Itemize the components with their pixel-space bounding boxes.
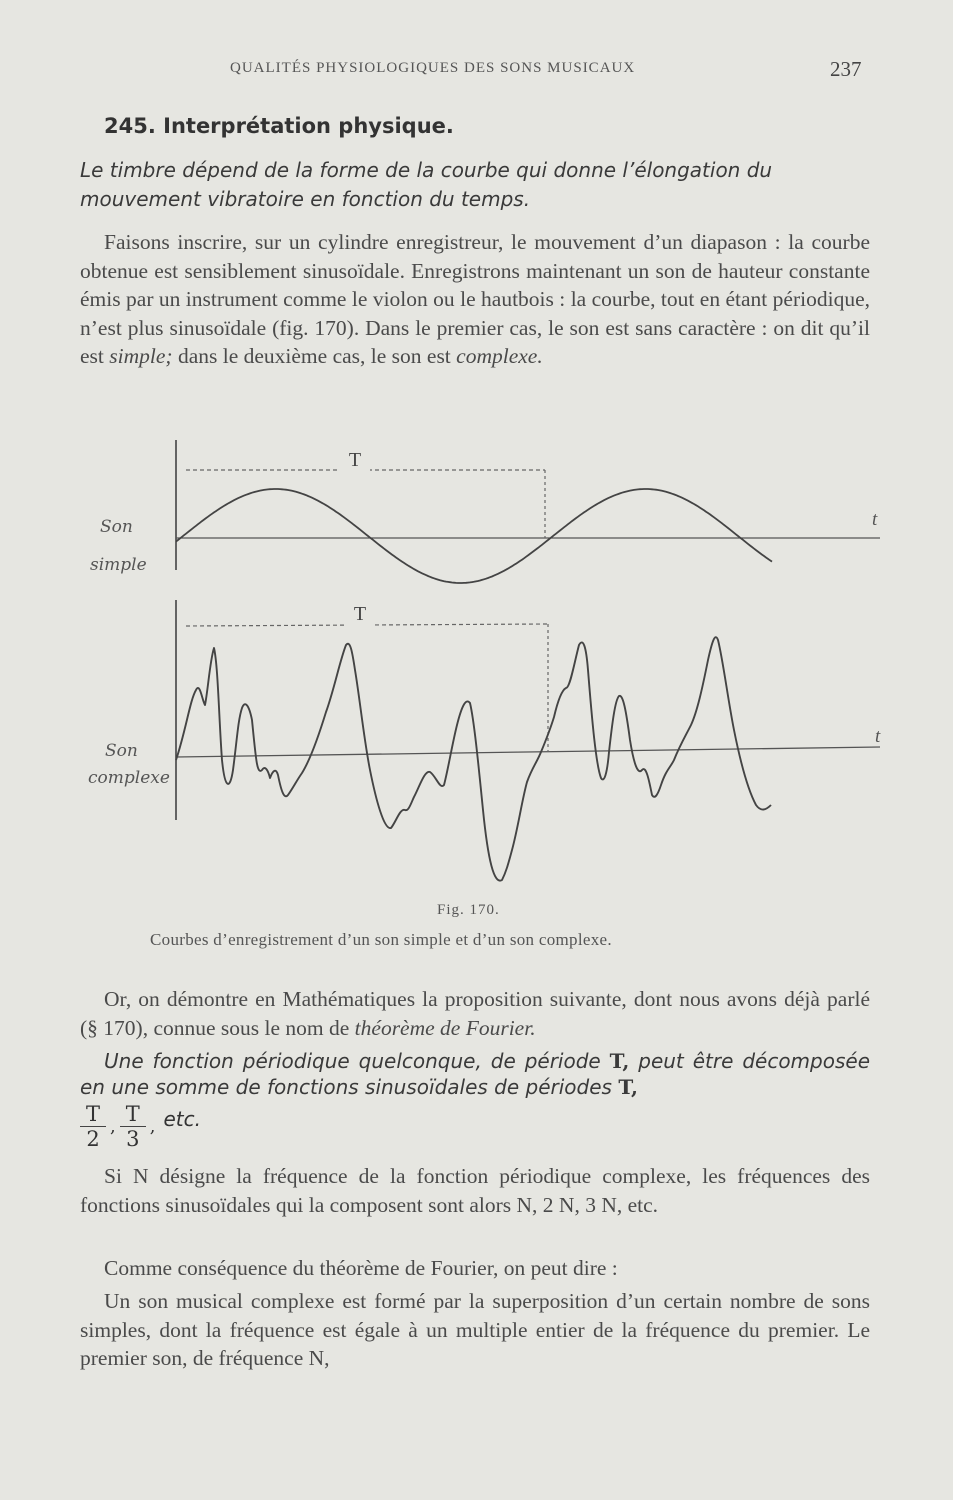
theorem-text-b: peut être décomposée en une somme de fonctions sinusoïdales de périodes	[80, 1049, 870, 1099]
fraction-1-numerator: T	[80, 1102, 106, 1127]
section-number: 245.	[104, 114, 156, 138]
fraction-2-denominator: 3	[126, 1127, 140, 1151]
paragraph-4-text: Comme conséquence du théorème de Fourier, on peut dire :	[104, 1256, 618, 1280]
paragraph-2-text: Or, on démontre en Mathématiques la proposition suivante, dont nous avons déjà parlé (§ 170), connue sous le nom de	[80, 987, 870, 1040]
paragraph-1	[80, 228, 870, 371]
section-title	[104, 114, 454, 138]
theorem-etc: etc.	[163, 1106, 201, 1131]
simple-label-line2: simple	[90, 555, 147, 575]
figure-caption: Courbes d’enregistrement d’un son simple et d’un son complexe.	[150, 930, 612, 949]
theorem-periods-T: T,	[618, 1075, 638, 1099]
fraction-2-numerator: T	[120, 1102, 146, 1127]
paragraph-1-em-complexe: complexe.	[456, 344, 543, 368]
theorem-text-a: Une fonction périodique quelconque, de période	[104, 1049, 610, 1073]
theorem-fractions: $\frac{T}{2}$ , $\frac{T}{3}$ , etc.	[80, 1102, 201, 1151]
figure-number: Fig. 170.	[437, 902, 500, 918]
section-title-text: Interprétation physique.	[163, 114, 454, 138]
fraction-t-over-2	[80, 1102, 106, 1151]
paragraph-3	[80, 1162, 870, 1219]
simple-period-label: T	[348, 449, 362, 471]
paragraph-5	[80, 1287, 870, 1373]
paragraph-1-em-simple: simple;	[109, 344, 173, 368]
complex-sound-panel	[88, 600, 881, 881]
fourier-theorem	[80, 1048, 870, 1100]
complex-axis-label: t	[875, 726, 881, 747]
simple-sine-curve	[176, 489, 772, 583]
complex-period-label: T	[353, 603, 367, 625]
complex-wave-curve	[176, 637, 771, 880]
paragraph-5-text: Un son musical complexe est formé par la superposition d’un certain nombre de sons simples, dont la fréquence est égale à un multiple entier de la fréquence du premier. Le premier son, de fréquence N,	[80, 1289, 870, 1370]
fraction-t-over-3	[120, 1102, 146, 1151]
simple-axis-label: t	[872, 509, 878, 530]
simple-sound-panel	[90, 440, 880, 583]
fraction-1-denominator: 2	[86, 1127, 100, 1151]
paragraph-1-text-a: Faisons inscrire, sur un cylindre enregistreur, le mouvement d’un diapason : la courbe obtenue est sensiblement sinusoïdale. Enregistrons maintenant un son de hauteur constante émis par un instrument comme le violon ou le hautbois : la courbe, tout en étant périodique, n’est plus sinusoïdale (fig. 170). Dans le premier cas, le son est sans caractère : on dit qu’il est	[80, 230, 870, 368]
paragraph-1-text-b: dans le deuxième cas, le son est	[172, 344, 457, 368]
paragraph-2	[80, 985, 870, 1042]
complex-label-line1: Son	[105, 741, 138, 761]
paragraph-3-text: Si N désigne la fréquence de la fonction périodique complexe, les fréquences des fonctions sinusoïdales qui la composent sont alors N, 2 N, 3 N, etc.	[80, 1164, 870, 1217]
complex-label-line2: complexe	[88, 768, 170, 788]
paragraph-4	[80, 1254, 870, 1283]
lead-statement: Le timbre dépend de la forme de la courbe qui donne l’élongation du mouvement vibratoire en fonction du temps.	[80, 158, 773, 211]
paragraph-2-em-fourier: théorème de Fourier.	[354, 1015, 536, 1040]
simple-label-line1: Son	[100, 517, 133, 537]
running-head: QUALITÉS PHYSIOLOGIQUES DES SONS MUSICAUX	[230, 60, 636, 76]
theorem-period-T: T,	[609, 1049, 630, 1073]
complex-time-axis	[176, 747, 880, 757]
page-number: 237	[830, 57, 862, 81]
